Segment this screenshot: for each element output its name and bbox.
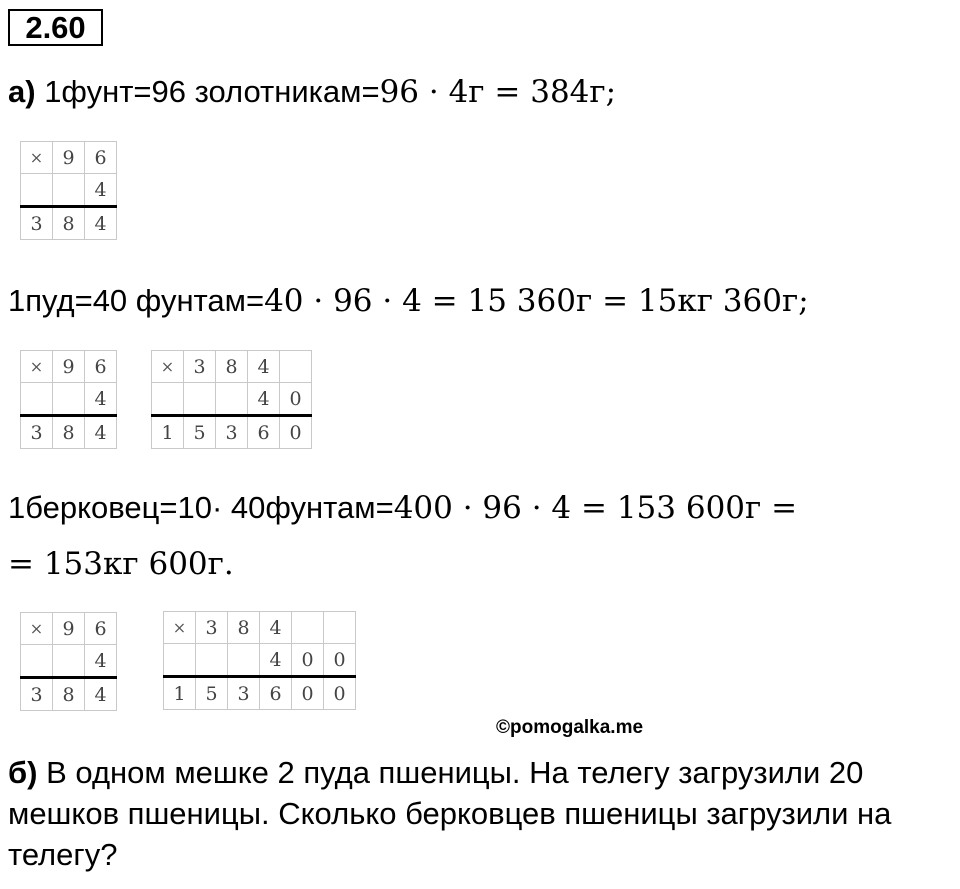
calc-cell (280, 351, 312, 383)
calc-result-cell: 6 (260, 677, 292, 710)
calc-cell (53, 645, 85, 678)
part-a-line-2 (8, 283, 809, 319)
calc-result-cell: 5 (184, 416, 216, 449)
line2-math: 40 · 96 · 4 = 15 360г = 15кг 360г; (264, 283, 809, 319)
calc-cell: 6 (85, 351, 117, 383)
calc-cell: 9 (53, 142, 85, 174)
calc-cell: 6 (85, 613, 117, 645)
calc-result-cell: 8 (53, 207, 85, 240)
calc-result-cell: 6 (248, 416, 280, 449)
calc-cell: 4 (260, 644, 292, 677)
calc-result-cell: 4 (85, 678, 117, 711)
calc-result-cell: 3 (21, 416, 53, 449)
calc-result-cell: 3 (21, 207, 53, 240)
calc-result-cell: 5 (196, 677, 228, 710)
calc-cell (324, 612, 356, 644)
calc-result-cell: 0 (324, 677, 356, 710)
calc-cell (292, 612, 324, 644)
calc-cell: 4 (85, 383, 117, 416)
line2-text: 1пуд=40 фунтам= (8, 283, 265, 318)
calc-cell (216, 383, 248, 416)
calc-op-sign: × (164, 612, 196, 644)
line3-text: 1берковец=10· 40фунтам= (8, 490, 394, 525)
calc-cell (228, 644, 260, 677)
calc-result-cell: 0 (292, 677, 324, 710)
line1-text: 1фунт=96 золотникам= (35, 74, 380, 109)
calc-cell: 0 (292, 644, 324, 677)
calc-cell: 4 (85, 645, 117, 678)
calc-op-sign: × (21, 142, 53, 174)
calc-result-cell: 8 (53, 416, 85, 449)
part-a-label: а) (8, 74, 36, 109)
part-a-line-4: = 153кг 600г. (8, 546, 234, 582)
calc-cell: 9 (53, 351, 85, 383)
calc-cell: 0 (324, 644, 356, 677)
calc3b-grid (163, 611, 356, 710)
calc-cell (164, 644, 196, 677)
calc-cell: 3 (184, 351, 216, 383)
calc-result-cell: 4 (85, 207, 117, 240)
task-number: 2.60 (8, 9, 103, 46)
calc-cell: 3 (196, 612, 228, 644)
calc-cell (53, 174, 85, 207)
calc-cell: 4 (248, 383, 280, 416)
calc-result-cell: 1 (152, 416, 184, 449)
calc-cell: 6 (85, 142, 117, 174)
part-b-text: В одном мешке 2 пуда пшеницы. На телегу загрузили 20 мешков пшеницы. Сколько берковцев пшеницы загрузили на телегу? (8, 755, 892, 872)
calc-result-cell: 3 (21, 678, 53, 711)
calc1-grid (20, 141, 117, 240)
calc-result-cell: 1 (164, 677, 196, 710)
calc-cell (196, 644, 228, 677)
part-a-line-3 (8, 490, 797, 526)
calc-op-sign: × (21, 613, 53, 645)
line1-math: 96 · 4г = 384г; (379, 74, 617, 110)
calc-cell: 4 (85, 174, 117, 207)
calc3a-grid (20, 612, 117, 711)
calc-cell (152, 383, 184, 416)
calc-result-cell: 0 (280, 416, 312, 449)
calc-cell (21, 383, 53, 416)
calc-cell: 8 (228, 612, 260, 644)
calc-result-cell: 8 (53, 678, 85, 711)
calc-result-cell: 3 (216, 416, 248, 449)
calc-cell: 9 (53, 613, 85, 645)
part-b-label: б) (8, 755, 38, 790)
calc2b-grid (151, 350, 312, 449)
calc-cell: 8 (216, 351, 248, 383)
calc-cell: 0 (280, 383, 312, 416)
part-b-paragraph (8, 752, 953, 875)
calc-op-sign: × (21, 351, 53, 383)
calc-cell (21, 645, 53, 678)
calc-cell (53, 383, 85, 416)
copyright-watermark: ©pomogalka.me (496, 717, 644, 738)
calc-cell (21, 174, 53, 207)
calc-cell: 4 (248, 351, 280, 383)
calc-result-cell: 4 (85, 416, 117, 449)
calc-cell (184, 383, 216, 416)
calc-op-sign: × (152, 351, 184, 383)
part-a-line-1 (8, 74, 616, 110)
line3-math: 400 · 96 · 4 = 153 600г = (393, 490, 798, 526)
calc-result-cell: 3 (228, 677, 260, 710)
calc-cell: 4 (260, 612, 292, 644)
calc2a-grid (20, 350, 117, 449)
